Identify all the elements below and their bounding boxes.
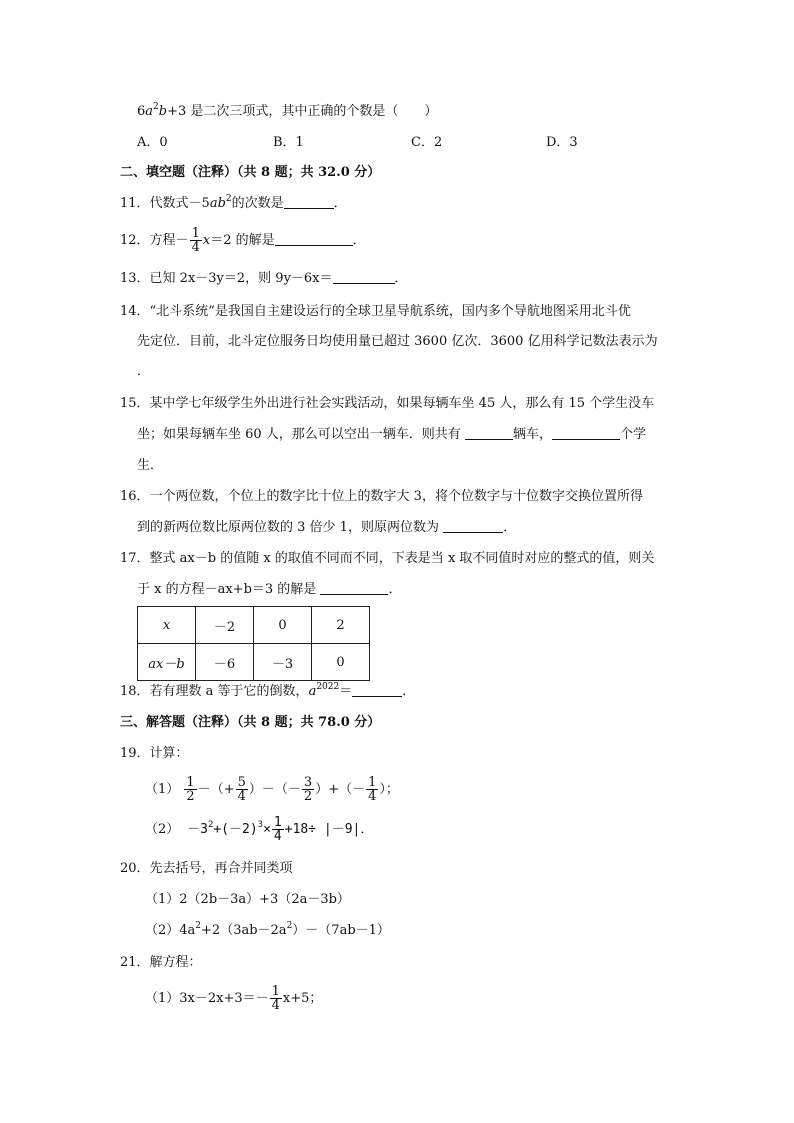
q10-var-a: a <box>145 104 154 119</box>
q10-exp: 2 <box>153 102 159 112</box>
q19-p2-b: +(－2) <box>213 822 258 837</box>
question-14-line-1 <box>120 304 631 320</box>
q18-number: 18． <box>120 684 150 699</box>
q12-frac-num: 1 <box>191 226 200 241</box>
q10-var-b: b <box>158 104 168 119</box>
q17-value-table <box>137 606 370 681</box>
q19-part-2 <box>145 812 373 848</box>
q19-p2-exp1: 2 <box>207 820 214 830</box>
q18-answer-blank[interactable] <box>352 684 402 697</box>
q10-continuation <box>137 104 437 120</box>
q12-answer-blank[interactable] <box>275 233 353 246</box>
q13-text: 已知 2x－3y＝2，则 9y－6x＝ <box>149 271 333 286</box>
q16-line2-text: 到的新两位数比原两位数的 3 倍少 1，则原两位数为 <box>137 520 439 535</box>
question-13 <box>120 271 408 287</box>
q17-line1: 整式 ax－b 的值随 x 的取值不同而不同，下表是当 x 取不同值时对应的整式的值，则关 <box>149 551 655 566</box>
q19-part-1 <box>145 772 399 808</box>
q15-cars-blank[interactable] <box>465 427 513 440</box>
q18-pre: 若有理数 a 等于它的倒数， <box>149 684 309 699</box>
q14-line1: “北斗系统”是我国自主建设运行的全球卫星导航系统，国内多个导航地图采用北斗优 <box>149 304 631 319</box>
q19-p2-label: （2） <box>145 822 180 837</box>
q13-answer-blank[interactable] <box>333 271 395 284</box>
frac-den: 2 <box>186 789 195 804</box>
q16-number: 16． <box>120 489 150 504</box>
q14-number: 14． <box>120 304 150 319</box>
q10-option-d: D．3 <box>546 135 578 150</box>
q21-frac <box>270 985 282 1012</box>
frac-num: 1 <box>368 775 377 790</box>
q17-line2 <box>137 582 401 598</box>
table-cell: x <box>138 607 196 644</box>
frac-den: 4 <box>237 789 246 804</box>
question-12 <box>120 224 366 258</box>
frac-num: 1 <box>186 775 195 790</box>
q18-exp: 2022 <box>316 682 340 692</box>
q12-pre: 方程－ <box>149 233 189 248</box>
q10-option-c: C．2 <box>411 135 443 150</box>
q21-p1-b: x+5； <box>282 991 323 1006</box>
q11-exp: 2 <box>225 194 232 204</box>
q10-text: +3 是二次三项式，其中正确的个数是（ ） <box>167 104 438 119</box>
q19-frac-4 <box>366 776 378 803</box>
q20-number: 20． <box>120 861 150 876</box>
table-cell: 0 <box>254 607 312 644</box>
q10-option-a: A．0 <box>137 135 168 150</box>
q12-end: ． <box>352 233 366 248</box>
q19-p1-label: （1） <box>145 782 180 797</box>
question-19 <box>120 746 189 762</box>
section-3-title: 三、解答题（注释）（共 8 题；共 78.0 分） <box>120 715 381 730</box>
q10-option-b: B．1 <box>273 135 304 150</box>
q12-fraction <box>190 227 202 254</box>
q15-line2 <box>137 427 646 443</box>
q20-p2-c: ）－（7ab－1） <box>292 923 390 938</box>
question-11 <box>120 196 347 212</box>
q18-var: a <box>308 684 317 699</box>
q19-frac-3 <box>302 776 314 803</box>
q16-end: ． <box>503 520 517 535</box>
q19-p2-c: × <box>263 822 271 837</box>
q11-answer-blank[interactable] <box>284 196 334 209</box>
q17-answer-blank[interactable] <box>320 582 388 595</box>
q12-number: 12． <box>120 233 150 248</box>
q12-post: ＝2 的解是 <box>210 233 275 248</box>
q12-var: x <box>202 233 211 248</box>
section-2-title: 二、填空题（注释）（共 8 题；共 32.0 分） <box>120 165 381 180</box>
frac-num: 5 <box>237 775 246 790</box>
q19-op3: ）+（－ <box>315 782 366 797</box>
q11-number: 11． <box>120 196 150 211</box>
frac-num: 3 <box>303 775 313 790</box>
q21-number: 21． <box>120 955 150 970</box>
question-21 <box>120 955 202 971</box>
table-cell: 2 <box>312 607 370 644</box>
q13-end: ． <box>394 271 408 286</box>
q19-op2: ）－（－ <box>248 782 301 797</box>
table-row <box>138 607 370 644</box>
question-17-line-1 <box>120 551 654 567</box>
table-cell: －3 <box>254 644 312 681</box>
q16-line2 <box>137 520 516 536</box>
table-cell: －2 <box>196 607 254 644</box>
q16-line1: 一个两位数，个位上的数字比十位上的数字大 3，将个位数字与十位数字交换位置所得 <box>149 489 643 504</box>
q20-p2-a: （2）4a <box>145 923 196 938</box>
q15-line3: 生． <box>137 458 164 473</box>
q17-line2-text: 于 x 的方程－ax+b＝3 的解是 <box>137 582 317 597</box>
q18-post: ＝ <box>339 684 353 699</box>
frac-den: 4 <box>273 829 282 844</box>
question-18 <box>120 684 415 700</box>
q15-number: 15． <box>120 396 150 411</box>
question-20 <box>120 861 293 877</box>
q17-end: ． <box>388 582 402 597</box>
q11-var: ab <box>209 196 226 211</box>
q19-p2-d: +18÷ |－9|． <box>284 822 374 837</box>
frac-num: 1 <box>271 984 280 999</box>
q19-p1-end: ）； <box>379 782 399 797</box>
table-row <box>138 644 370 681</box>
q19-p2-exp2: 3 <box>257 820 264 830</box>
q15-line2-c: 个学 <box>619 427 646 442</box>
question-15-line-1 <box>120 396 654 412</box>
q15-students-blank[interactable] <box>552 427 620 440</box>
table-cell: －6 <box>196 644 254 681</box>
q13-number: 13． <box>120 271 150 286</box>
q14-line3: ． <box>137 364 151 379</box>
frac-den: 2 <box>303 789 313 804</box>
q19-frac-1 <box>184 776 196 803</box>
q19-number: 19． <box>120 746 150 761</box>
q21-part-1 <box>145 981 322 1017</box>
q15-line1: 某中学七年级学生外出进行社会实践活动，如果每辆车坐 45 人，那么有 15 个学生没车 <box>149 396 655 411</box>
q11-pre: 代数式－5 <box>149 196 210 211</box>
q19-op1: －（+ <box>197 782 235 797</box>
table-cell: ax－b <box>138 644 196 681</box>
question-16-line-1 <box>120 489 643 505</box>
q20-p2-exp2: 2 <box>286 921 293 931</box>
q20-part-1: （1）2（2b－3a）+3（2a－3b） <box>145 892 350 907</box>
q21-title: 解方程： <box>149 955 202 970</box>
frac-den: 4 <box>368 789 377 804</box>
q20-title: 先去括号，再合并同类项 <box>149 861 293 876</box>
q10-coef: 6 <box>137 104 146 119</box>
q21-p1-a: （1）3x－2x+3＝－ <box>145 991 269 1006</box>
q18-end: ． <box>402 684 416 699</box>
q12-frac-den: 4 <box>191 240 200 255</box>
q19-p2-frac <box>272 816 284 843</box>
q20-p2-exp1: 2 <box>195 921 202 931</box>
q14-line2: 先定位．目前，北斗定位服务日均使用量已超过 3600 亿次．3600 亿用科学记数法表示为 <box>137 334 658 349</box>
q16-answer-blank[interactable] <box>443 520 503 533</box>
q19-title: 计算： <box>149 746 189 761</box>
q15-line2-a: 坐；如果每辆车坐 60 人，那么可以空出一辆车．则共有 <box>137 427 461 442</box>
table-cell: 0 <box>312 644 370 681</box>
q19-frac-2 <box>236 776 248 803</box>
q15-line2-b: 辆车， <box>512 427 552 442</box>
q20-part-2 <box>145 923 390 939</box>
frac-den: 4 <box>271 998 280 1013</box>
q19-p2-a: －3 <box>187 822 208 837</box>
q17-number: 17． <box>120 551 150 566</box>
q11-end: ． <box>333 196 347 211</box>
q20-p2-b: +2（3ab－2a <box>201 923 287 938</box>
q11-post: 的次数是 <box>231 196 284 211</box>
frac-num: 1 <box>273 815 282 830</box>
